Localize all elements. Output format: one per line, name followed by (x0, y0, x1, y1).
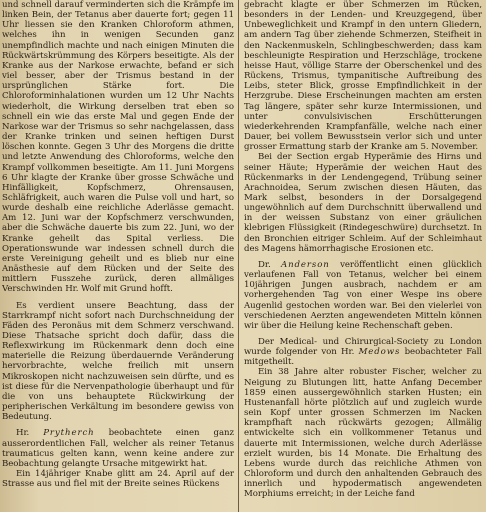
right-column (244, 0, 482, 512)
author-name: Medows (358, 347, 401, 358)
paragraph: Ein 14jähriger Knabe glitt am 24. April auf der Strasse aus und fiel mit der Breite seines Rückens (2, 469, 234, 490)
text-run: beobachtete einen ganz ausserordentlichen Fall, welcher als reiner Tetanus traumaticus gelten kann, wenn keine andere zur Beobachtung gelangte Ursache mitgewirkt hat. (2, 428, 234, 469)
paragraph: und schnell darauf verminderten sich die Krämpfe im linken Bein, der Tetanus aber dauerte fort; gegen 11 Uhr liessen sie den Kranken Chloroform athmen, welches ihn in wenigen Secunden ganz unempfindlich machte und nach einigen Minuten die Rückwärtskrümmung des Körpers beseitigte. Als der Kranke aus der Narkose erwachte, befand er sich viel besser, aber der Trismus bestand in der ursprünglichen Stärke fort. Die Chloroforminhalationen wurden um 12 Uhr Nachts wiederholt, die Wirkung derselben trat eben so schnell ein wie das erste Mal und gegen Ende der Narkose war der Trismus so sehr nachgelassen, dass der Kranke trinken und seinen heftigen Durst löschen konnte. Gegen 3 Uhr des Morgens die dritte und letzte Anwendung des Chloroforms, welche den Krampf vollkommen beseitigte. Am 11. Juni Morgens 6 Uhr klagte der Kranke über grosse Schwäche und Hinfälligkeit, Kopfschmerz, Ohrensausen, Schläfrigkeit, auch waren die Pulse voll und hart, so wurde deshalb eine reichliche Aderlässe gemacht. Am 12. Juni war der Kopfschmerz verschwunden, aber die Schwäche dauerte bis zum 22. Juni, wo der Kranke geheilt das Spital verliess. Die Operationswunde war indessen schnell durch die erste Vereinigung geheilt und es blieb nur eine Anästhesie auf dem Rücken und der Seite des mittlern Fusszehe zurück, deren allmäliges Verschwinden Hr. Wolf mit Grund hofft. (2, 0, 234, 295)
author-name: Anderson (280, 259, 330, 270)
paragraph (244, 260, 482, 331)
text-run: veröffentlicht einen glücklich verlaufenen Fall von Tetanus, welcher bei einem 10jährigen Jungen ausbrach, nachdem er am vorhergehenden Tag von einer Wespe ins obere Augenlid gestochen worden war. Bei den vielerlei von verschiedenen Aerzten angewendeten Mitteln können wir über die Heilung keine Rechenschaft geben. (244, 259, 482, 331)
text-run: beobachteter Fall mitgetheilt. (244, 347, 482, 368)
paragraph (244, 337, 482, 367)
paragraph: gebracht klagte er über Schmerzen im Rücken, besonders in der Lenden- und Kreuzgegend, über Unbeweglichkeit und Krampf in den untern Gliedern, am andern Tag über ziehende Schmerzen, Steifheit in den Nackenmuskeln, Schlingbeschwerden; dass kam beschleunigte Respiration und Herzschläge, trockene heisse Haut, völlige Starre der Oberschenkel und des Rückens, Trismus, tympanitische Auftreibung des Leibs, steter Blick, grosse Empfindlichkeit in der Herzgrube. Diese Erscheinungen machten am ersten Tag längere, später sehr kurze Intermissionen, und unter convulsivischen Erschütterungen wiederkehrenden Krampfanfälle, welche nach einer Dauer, bei vollem Bewusstsein verlor sich und unter grosser Ermattung starb der Kranke am 5. November. (244, 0, 482, 153)
author-name: Prytherch (43, 428, 95, 439)
text-run: Hr. (16, 428, 44, 439)
paragraph: Ein 38 Jahre alter robuster Fischer, welcher zu Neigung zu Blutungen litt, hatte Anfang December 1859 einen aussergewöhnlich starken Husten; ein Hustenanfall hörte plötzlich auf und zugleich wurde sein Kopf unter grossen Schmerzen im Nacken krampfhaft nach rückwärts gezogen; Allmälig entwickelte sich ein vollkommener Tetanus und dauerte mit Intermissionen, welche durch Aderlässe erzielt wurden, bis 14 Monate. Die Erhaltung des Lebens wurde durch das reichliche Athmen von Chloroform und durch den anhaltenden Gebrauch des innerlich und hypodermatisch angewendeten Morphiums erreicht; in der Leiche fand (244, 367, 482, 500)
paragraph: Es verdient unsere Beachtung, dass der Starrkrampf nicht sofort nach Durchschneidung der Fäden des Peronäus mit dem Schmerz verschwand. Diese Thatsache spricht doch dafür, dass die Reflexwirkung im Rückenmark denn doch eine materielle die Reizung überdauernde Veränderung hervorbrachte, welche freilich mit unsern Mikroskopen nicht nachzuweisen sein dürfte, und es ist diese für die Nervenpathologie überhaupt und für die von uns behauptete Rückwirkung der peripherischen Verkältung im besondere gewiss von Bedeutung. (2, 300, 234, 423)
left-column (2, 0, 234, 512)
paragraph (2, 428, 234, 469)
column-divider (238, 0, 239, 512)
paragraph: Bei der Section ergab Hyperämie des Hirns und seiner Häute; Hyperämie der weichen Haut des Rückenmarks in der Lendengegend, Trübung seiner Arachnoidea, Serum zwischen diesen Häuten, das Mark selbst, besonders in der Dorsalgegend ungewöhnlich auf dem Durchschnitt überwallend und in der weissen Substanz von einer gräulichen klebrigen Flüssigkeit (Rindegeschwüre) durchsetzt. In den Bronchien eitriger Schleim. Auf der Schleimhaut des Magens hämorrhagische Erosionen etc. (244, 152, 482, 254)
text-run: Dr. (258, 259, 281, 270)
text-run: Der Medical- und Chirurgical-Society zu London wurde folgender von Hr. (244, 337, 482, 358)
